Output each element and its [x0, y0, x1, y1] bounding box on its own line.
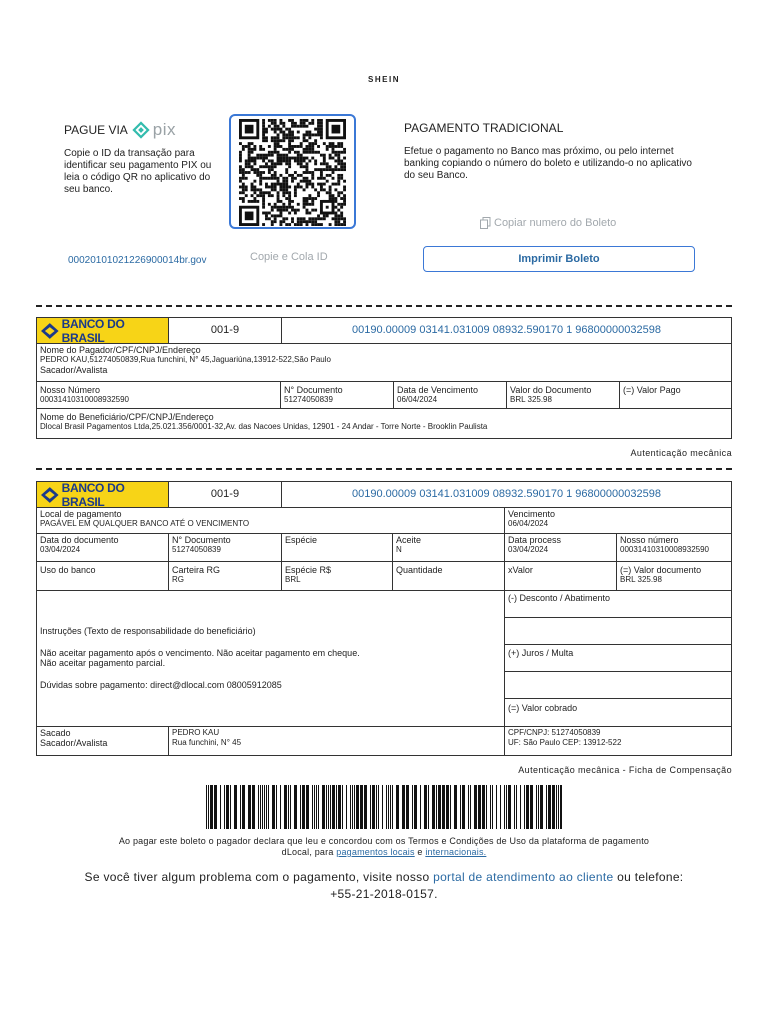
barcode-bar	[266, 785, 267, 829]
barcode-bar	[392, 785, 393, 829]
num-documento-label: N° Documento	[172, 535, 231, 545]
barcode-bar	[546, 785, 547, 829]
barcode-bar	[414, 785, 417, 829]
barcode-bar	[536, 785, 537, 829]
barcode-bar	[314, 785, 315, 829]
sacado-label: Sacado	[40, 728, 71, 738]
barcode-bar	[280, 785, 281, 829]
desconto-label: (-) Desconto / Abatimento	[508, 593, 611, 603]
barcode-bar	[206, 785, 207, 829]
barcode-bar	[506, 785, 507, 829]
barcode-bar	[454, 785, 457, 829]
barcode-bar	[420, 785, 421, 829]
barcode-bar	[328, 785, 329, 829]
barcode-bar	[302, 785, 305, 829]
barcode-bar	[382, 785, 383, 829]
link-internacionais[interactable]: internacionais.	[425, 847, 487, 857]
barcode-bar	[316, 785, 317, 829]
pix-logo	[132, 120, 176, 140]
barcode-bar	[258, 785, 259, 829]
valor-documento-box	[506, 381, 620, 409]
pix-diamond-icon	[132, 121, 150, 139]
especie-label: Espécie	[285, 535, 318, 545]
especie-rs-box	[281, 561, 393, 591]
data-documento-value: 03/04/2024	[40, 545, 81, 554]
valor-pago-box	[619, 381, 732, 409]
terms-part-1: Ao pagar este boleto o pagador declara que leu e concordou com os Termos e Condições de Uso da plataforma de pagamento	[118, 836, 650, 846]
barcode-bar	[350, 785, 351, 829]
quantidade-label: Quantidade	[396, 565, 443, 575]
valor-cobrado-label: (=) Valor cobrado	[508, 703, 578, 713]
help-message	[36, 869, 732, 903]
xvalor-label: xValor	[508, 565, 533, 575]
barcode-bar	[520, 785, 521, 829]
traditional-payment-title: PAGAMENTO TRADICIONAL	[404, 121, 564, 135]
barcode-bar	[336, 785, 337, 829]
barcode-bar	[330, 785, 331, 829]
uso-banco-box	[36, 561, 169, 591]
pix-title-label: PAGUE VIA	[64, 123, 128, 137]
barcode-bar	[474, 785, 477, 829]
pix-description: Copie o ID da transação para identificar seu pagamento PIX ou leia o código QR no aplicativo do seu banco.	[64, 148, 212, 195]
data-documento-box	[36, 533, 169, 562]
valor-pago-label: (=) Valor Pago	[623, 385, 681, 395]
especie-box	[281, 533, 393, 562]
beneficiario-label: Nome do Beneficiário/CPF/CNPJ/Endereço	[40, 412, 214, 422]
valor-documento-label: Valor do Documento	[510, 385, 592, 395]
barcode-bar	[478, 785, 481, 829]
documento-label: N° Documento	[284, 385, 343, 395]
digitable-line[interactable]: 00190.00009 03141.031009 08932.590170 1 96800000032598	[281, 317, 732, 344]
barcode-bar	[248, 785, 251, 829]
barcode-bar	[372, 785, 375, 829]
barcode-bar	[468, 785, 469, 829]
juros-box	[504, 644, 732, 672]
copy-pix-id-button[interactable]: Copie e Cola ID	[250, 251, 328, 263]
barcode-bar	[560, 785, 562, 829]
barcode-bar	[226, 785, 229, 829]
barcode-bar	[284, 785, 287, 829]
local-pagamento-value: PAGÁVEL EM QUALQUER BANCO ATÉ O VENCIMENTO	[40, 519, 250, 528]
barcode-bar	[364, 785, 367, 829]
barcode-bar	[208, 785, 209, 829]
barcode-bar	[306, 785, 309, 829]
barcode-bar	[318, 785, 319, 829]
barcode-bar	[490, 785, 491, 829]
help-part-2: ou telefone:	[617, 870, 684, 884]
pix-qr-code	[229, 114, 356, 229]
nosso-num-slip-label: Nosso número	[620, 535, 679, 545]
guarantor-label: Sacador/Avalista	[40, 365, 108, 375]
link-pagamentos-locais[interactable]: pagamentos locais	[336, 847, 415, 857]
sacado-name: PEDRO KAU	[172, 728, 220, 737]
barcode-bar	[346, 785, 347, 829]
pix-transaction-id[interactable]: 00020101021226900014br.gov	[68, 255, 207, 266]
barcode-bar	[442, 785, 445, 829]
data-documento-label: Data do documento	[40, 535, 119, 545]
boleto-barcode	[206, 785, 562, 829]
juros-label: (+) Juros / Multa	[508, 648, 574, 658]
local-pagamento-box	[36, 507, 505, 534]
sacado-values-box	[168, 726, 505, 756]
barcode-bar	[342, 785, 343, 829]
sacador-avalista-label: Sacador/Avalista	[40, 738, 108, 748]
documento-value: 51274050839	[284, 395, 333, 404]
cut-line-top	[36, 305, 732, 307]
barcode-bar	[538, 785, 539, 829]
barcode-bar	[338, 785, 341, 829]
payer-box	[36, 343, 732, 382]
valor-documento-slip-label: (=) Valor documento	[620, 565, 702, 575]
barcode-bar	[508, 785, 511, 829]
barcode-bar	[242, 785, 245, 829]
data-process-box	[504, 533, 617, 562]
barcode-bar	[556, 785, 557, 829]
nosso-num-slip-value: 00031410310008932590	[620, 545, 709, 554]
sacado-address: Rua funchini, N° 45	[172, 738, 242, 747]
desconto-box	[504, 590, 732, 618]
barcode-bar	[264, 785, 265, 829]
barcode-bar	[260, 785, 261, 829]
barcode-bar	[220, 785, 221, 829]
aceite-box	[392, 533, 505, 562]
vencimento-slip-value: 06/04/2024	[508, 519, 549, 528]
qr-code-icon	[239, 119, 346, 226]
especie-rs-value: BRL	[285, 575, 301, 584]
print-boleto-button[interactable]: Imprimir Boleto	[423, 246, 695, 272]
barcode-bar	[438, 785, 441, 829]
blank-box-1	[504, 617, 732, 645]
barcode-bar	[288, 785, 289, 829]
cut-line-bottom	[36, 468, 732, 470]
data-process-label: Data process	[508, 535, 562, 545]
bank-logo-icon	[41, 323, 59, 339]
barcode-bar	[224, 785, 225, 829]
instructions-line-1: Não aceitar pagamento após o vencimento. Não aceitar pagamento em cheque.	[40, 648, 360, 658]
barcode-bar	[294, 785, 297, 829]
digitable-line-slip[interactable]: 00190.00009 03141.031009 08932.590170 1 96800000032598	[281, 481, 732, 508]
barcode-bar	[386, 785, 387, 829]
quantidade-box	[392, 561, 505, 591]
help-phone: +55-21-2018-0157.	[330, 887, 438, 901]
barcode-bar	[268, 785, 269, 829]
nosso-numero-box	[36, 381, 281, 409]
bank-code-slip: 001-9	[168, 481, 282, 508]
copy-boleto-label: Copiar numero do Boleto	[494, 217, 617, 229]
barcode-bar	[504, 785, 505, 829]
uso-banco-label: Uso do banco	[40, 565, 96, 575]
slip-auth-label: Autenticação mecânica - Ficha de Compensação	[518, 765, 732, 775]
barcode-bar	[402, 785, 405, 829]
barcode-bar	[378, 785, 379, 829]
sacado-doc-box	[504, 726, 732, 756]
barcode-bar	[516, 785, 517, 829]
barcode-bar	[352, 785, 353, 829]
valor-documento-value: BRL 325.98	[510, 395, 552, 404]
beneficiario-box	[36, 408, 732, 439]
barcode-bar	[290, 785, 291, 829]
bank-code: 001-9	[168, 317, 282, 344]
aceite-label: Aceite	[396, 535, 422, 545]
bank-logo	[36, 317, 169, 344]
xvalor-box	[504, 561, 617, 591]
barcode-bar	[360, 785, 363, 829]
barcode-bar	[530, 785, 533, 829]
especie-rs-label: Espécie R$	[285, 565, 332, 575]
terms-part-3: e	[417, 847, 423, 857]
data-process-value: 03/04/2024	[508, 545, 549, 554]
instructions-title: Instruções (Texto de responsabilidade do beneficiário)	[40, 626, 256, 636]
nosso-numero-label: Nosso Número	[40, 385, 101, 395]
vencimento-value: 06/04/2024	[397, 395, 438, 404]
sacado-labels-box	[36, 726, 169, 756]
barcode-bar	[412, 785, 413, 829]
carteira-box	[168, 561, 282, 591]
barcode-bar	[376, 785, 377, 829]
valor-documento-slip-value: BRL 325.98	[620, 575, 662, 584]
carteira-label: Carteira RG	[172, 565, 221, 575]
barcode-bar	[370, 785, 371, 829]
barcode-bar	[312, 785, 313, 829]
payer-label: Nome do Pagador/CPF/CNPJ/Endereço	[40, 345, 201, 355]
bank-name: BANCO DO BRASIL	[61, 480, 125, 509]
barcode-bar	[558, 785, 559, 829]
bank-name: BANCO DO BRASIL	[61, 316, 125, 345]
barcode-bar	[332, 785, 335, 829]
barcode-bar	[272, 785, 275, 829]
barcode-bar	[492, 785, 493, 829]
barcode-bar	[462, 785, 465, 829]
barcode-bar	[424, 785, 427, 829]
barcode-bar	[234, 785, 237, 829]
barcode-bar	[524, 785, 525, 829]
instructions-line-2: Não aceitar pagamento parcial.	[40, 658, 166, 668]
barcode-bar	[450, 785, 451, 829]
bank-logo-icon	[41, 487, 59, 503]
terms-note	[36, 836, 732, 858]
barcode-bar	[396, 785, 399, 829]
vencimento-box	[393, 381, 507, 409]
merchant-brand: SHEIN	[368, 75, 400, 84]
barcode-bar	[514, 785, 515, 829]
vencimento-slip-box	[504, 507, 732, 534]
vencimento-slip-label: Vencimento	[508, 509, 556, 519]
barcode-bar	[322, 785, 325, 829]
barcode-bar	[214, 785, 217, 829]
barcode-bar	[500, 785, 501, 829]
receipt-auth-label: Autenticação mecânica	[630, 448, 732, 458]
barcode-bar	[446, 785, 449, 829]
barcode-bar	[252, 785, 255, 829]
barcode-bar	[356, 785, 359, 829]
num-documento-box	[168, 533, 282, 562]
barcode-bar	[326, 785, 327, 829]
barcode-bar	[406, 785, 409, 829]
local-pagamento-label: Local de pagamento	[40, 509, 122, 519]
barcode-bar	[210, 785, 213, 829]
num-documento-value: 51274050839	[172, 545, 221, 554]
valor-documento-slip-box	[616, 561, 732, 591]
blank-box-2	[504, 671, 732, 699]
barcode-bar	[540, 785, 543, 829]
barcode-bar	[552, 785, 555, 829]
barcode-bar	[486, 785, 487, 829]
vencimento-label: Data de Vencimento	[397, 385, 479, 395]
barcode-bar	[436, 785, 437, 829]
beneficiario-value: Dlocal Brasil Pagamentos Ltda,25.021.356/0001-32,Av. das Nacoes Unidas, 12901 - 24 Andar - Torre Norte - Brooklin Paulista	[40, 422, 488, 431]
bank-logo-slip	[36, 481, 169, 508]
help-part-1: Se você tiver algum problema com o pagamento, visite nosso	[84, 870, 430, 884]
copy-icon	[480, 217, 491, 229]
barcode-bar	[276, 785, 277, 829]
pix-section-title	[64, 120, 176, 140]
barcode-bar	[526, 785, 529, 829]
sacado-cpf: CPF/CNPJ: 51274050839	[508, 728, 601, 737]
barcode-bar	[460, 785, 461, 829]
barcode-bar	[482, 785, 485, 829]
link-customer-portal[interactable]: portal de atendimento ao cliente	[433, 870, 614, 884]
copy-boleto-number-button[interactable]	[480, 217, 616, 229]
aceite-value: N	[396, 545, 402, 554]
payer-value: PEDRO KAU,51274050839,Rua funchini, N° 45,Jaguariúna,13912-522,São Paulo	[40, 355, 331, 364]
barcode-bar	[390, 785, 391, 829]
nosso-num-slip-box	[616, 533, 732, 562]
terms-part-2: dLocal, para	[281, 847, 334, 857]
valor-cobrado-box	[504, 698, 732, 727]
barcode-bar	[470, 785, 471, 829]
carteira-value: RG	[172, 575, 184, 584]
pix-logo-text: pix	[152, 120, 177, 139]
barcode-bar	[262, 785, 263, 829]
barcode-bar	[428, 785, 429, 829]
traditional-payment-description: Efetue o pagamento no Banco mas próximo, ou pelo internet banking copiando o número do boleto e utilizando-o no aplicativo do seu Banco.	[404, 146, 692, 181]
nosso-numero-value: 00031410310008932590	[40, 395, 129, 404]
documento-box	[280, 381, 394, 409]
barcode-bar	[548, 785, 551, 829]
instructions-box	[36, 590, 505, 727]
barcode-bar	[240, 785, 241, 829]
barcode-bar	[432, 785, 435, 829]
sacado-uf: UF: São Paulo CEP: 13912-522	[508, 738, 622, 747]
barcode-bar	[354, 785, 355, 829]
barcode-bar	[300, 785, 301, 829]
barcode-bar	[230, 785, 231, 829]
barcode-bar	[496, 785, 497, 829]
barcode-bar	[388, 785, 389, 829]
instructions-line-3: Dúvidas sobre pagamento: direct@dlocal.com 08005912085	[40, 680, 282, 690]
